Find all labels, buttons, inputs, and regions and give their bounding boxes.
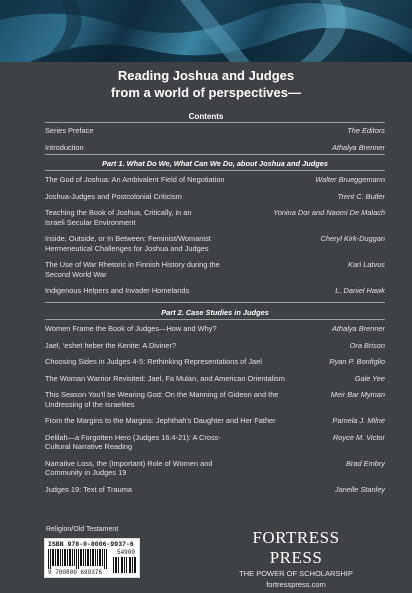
entry-title: The God of Joshua: An Ambivalent Field of Negotiation bbox=[45, 175, 225, 184]
back-cover-headline bbox=[0, 67, 412, 101]
entry-author: Athalya Brenner bbox=[332, 142, 385, 152]
toc-entry bbox=[45, 286, 385, 296]
part-1-heading: Part 1. What Do We, What Can We Do, about Joshua and Judges bbox=[102, 159, 328, 168]
entry-title: Introduction bbox=[45, 142, 84, 152]
entry-author: Ryan P. Bonfiglio bbox=[329, 357, 385, 366]
toc-entry bbox=[45, 208, 385, 227]
part-2-list bbox=[45, 324, 385, 494]
entry-title: From the Margins to the Margins: Jephthah's Daughter and Her Father bbox=[45, 416, 276, 425]
toc-entry bbox=[45, 341, 385, 351]
barcode-bars bbox=[48, 549, 110, 569]
entry-title: Inside, Outside, or In Between: Feminist/Womanist Hermeneutical Challenges for Joshua and Judges bbox=[45, 234, 211, 253]
entry-title: This Season You'll be Wearing God: On the Manning of Gideon and the Undressing of the Israelites bbox=[45, 390, 279, 409]
toc-entry bbox=[45, 143, 385, 153]
toc-entry bbox=[45, 459, 385, 478]
entry-title: Series Preface bbox=[45, 126, 94, 135]
entry-author: Cheryl Kirk-Duggan bbox=[320, 234, 385, 243]
abstract-art bbox=[0, 0, 412, 62]
headline-line-2: from a world of perspectives— bbox=[111, 85, 301, 100]
entry-author: The Editors bbox=[347, 126, 385, 135]
entry-title: Joshua-Judges and Postcolonial Criticism bbox=[45, 191, 182, 201]
entry-title: Delilah—a Forgotten Hero (Judges 16:4-21): A Cross-Cultural Narrative Reading bbox=[45, 432, 221, 451]
toc-entry bbox=[45, 433, 385, 452]
entry-author: Meir Bar Myman bbox=[330, 390, 385, 399]
toc-entry bbox=[45, 485, 385, 495]
toc-entry bbox=[45, 416, 385, 426]
entry-title: The Woman Warrior Revisited: Jael, Fa Mulan, and American Orientalism bbox=[45, 373, 285, 383]
entry-author: Athalya Brenner bbox=[332, 324, 385, 333]
isbn-barcode bbox=[44, 538, 140, 578]
toc-entry bbox=[45, 192, 385, 202]
entry-author: Janelle Stanley bbox=[334, 484, 385, 494]
entry-title: Women Frame the Book of Judges—How and Why? bbox=[45, 324, 217, 333]
entry-title: Choosing Sides in Judges 4-5: Rethinking Representations of Jael bbox=[45, 357, 262, 366]
publisher-tagline: THE POWER OF SCHOLARSHIP bbox=[239, 569, 353, 578]
toc-entry bbox=[45, 234, 385, 253]
divider bbox=[45, 154, 385, 155]
entry-author: L. Daniel Hawk bbox=[335, 286, 385, 295]
entry-title: Judges 19: Text of Trauma bbox=[45, 484, 132, 494]
entry-author: Brad Embry bbox=[345, 458, 385, 468]
headline-line-1: Reading Joshua and Judges bbox=[117, 68, 295, 83]
entry-title: Teaching the Book of Joshua, Critically, in an Israeli Secular Environment bbox=[45, 208, 192, 227]
divider bbox=[45, 170, 385, 171]
toc-entry bbox=[45, 126, 385, 136]
isbn-number: ISBN 978-0-8006-9937-6 bbox=[48, 541, 134, 548]
toc-entry bbox=[45, 357, 385, 367]
entry-author: Trent C. Butler bbox=[337, 191, 385, 201]
publisher-block bbox=[226, 528, 366, 589]
part-2-heading: Part 2. Case Studies in Judges bbox=[161, 308, 269, 317]
isbn-price-addon: 54900 bbox=[116, 549, 135, 556]
publisher-logo: FORTRESS PRESS bbox=[252, 528, 340, 567]
contents-title: Contents bbox=[188, 112, 224, 121]
divider bbox=[45, 302, 385, 303]
entry-author: Royce M. Victor bbox=[332, 432, 385, 442]
entry-author: Ora Brison bbox=[349, 340, 385, 350]
barcode-digits: 9 780800 699376 bbox=[48, 569, 103, 576]
toc-entry bbox=[45, 260, 385, 279]
entry-title: Jael, ‘eshet heber the Kenite: A Diviner? bbox=[45, 340, 177, 350]
entry-author: Yonina Dor and Naomi De Malach bbox=[273, 208, 385, 217]
part-1-list bbox=[45, 175, 385, 296]
addon-barcode-bars bbox=[113, 557, 137, 573]
entry-author: Walter Brueggemann bbox=[315, 175, 385, 184]
entry-title: Narrative Loss, the (Important) Role of Women and Community in Judges 19 bbox=[45, 458, 213, 477]
cover-art-banner bbox=[0, 0, 412, 62]
toc-entry bbox=[45, 175, 385, 185]
entry-title: Indigenous Helpers and Invader Homelands bbox=[45, 286, 190, 295]
toc-entry bbox=[45, 390, 385, 409]
toc-entry bbox=[45, 374, 385, 384]
entry-author: Gale Yee bbox=[354, 373, 385, 383]
category-label: Religion/Old Testament bbox=[46, 526, 119, 533]
front-matter-list bbox=[45, 126, 385, 152]
divider bbox=[45, 319, 385, 320]
entry-title: The Use of War Rhetoric in Finnish History during the Second World War bbox=[45, 260, 220, 279]
entry-author: Pamela J. Milne bbox=[332, 416, 385, 425]
entry-author: Kari Latvus bbox=[348, 260, 385, 269]
publisher-url: fortresspress.com bbox=[266, 580, 326, 589]
toc-entry bbox=[45, 324, 385, 334]
divider bbox=[45, 122, 385, 123]
